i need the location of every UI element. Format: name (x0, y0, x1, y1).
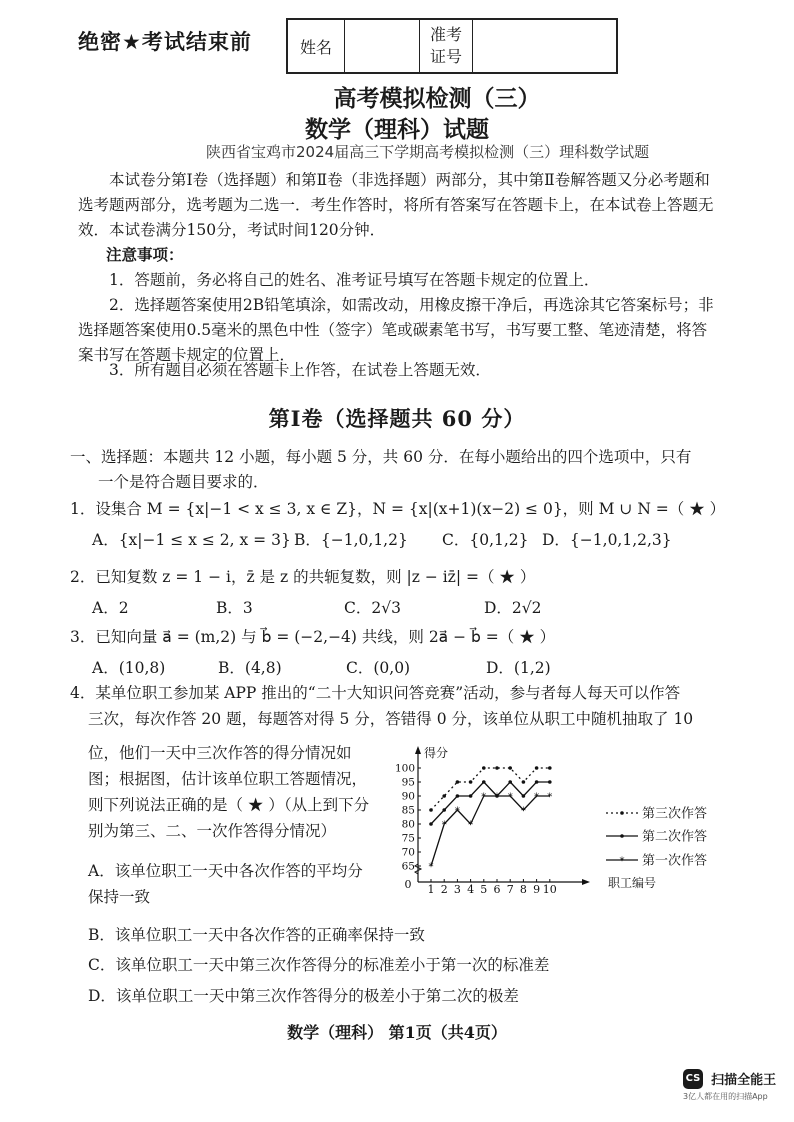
option-c[interactable]: C．该单位职工一天中第三次作答得分的标准差小于第一次的标准差 (88, 956, 550, 974)
data-point: * (547, 792, 553, 803)
section-intro-line1: 一、选择题：本题共 12 小题，每小题 5 分，共 60 分．在每小题给出的四个选项中，只有 (70, 448, 692, 466)
question-stem: 3．已知向量 a⃗ = (m,2) 与 b⃗ = (−2,−4) 共线，则 2a⃗ − b⃗ =（ ★ ） (70, 628, 556, 646)
y-tick-label: 90 (401, 790, 415, 803)
legend-marker: * (619, 856, 625, 867)
exam-id-field[interactable] (473, 20, 616, 72)
data-point (442, 808, 446, 812)
series-line (431, 796, 550, 866)
legend-label: 第三次作答 (642, 806, 708, 822)
data-point (482, 766, 486, 770)
x-tick-label: 5 (480, 883, 488, 896)
option-a[interactable]: A．2 (92, 599, 129, 617)
x-tick-label: 10 (542, 883, 557, 896)
option-c[interactable]: C．(0,0) (346, 659, 411, 677)
data-point (469, 794, 473, 798)
option-b[interactable]: B．{−1,0,1,2} (294, 531, 408, 549)
data-point (495, 766, 499, 770)
y-tick-label: 95 (401, 776, 415, 789)
data-point: * (481, 792, 487, 803)
option-d[interactable]: D．(1,2) (486, 659, 551, 677)
scanner-logo-icon: CS (683, 1069, 703, 1089)
page-footer: 数学（理科） 第1页（共4页） (287, 1023, 507, 1042)
section-intro-line2: 一个是符合题目要求的． (98, 473, 269, 491)
option-c[interactable]: C．{0,1,2} (442, 531, 529, 549)
question-4-stem-cont: 位，他们一天中三次作答的得分情况如图；根据图，估计该单位职工答题情况，则下列说法正确的是（ ★ ）（从上到下分别为第三、二、一次作答得分情况） (88, 744, 370, 840)
legend-label: 第一次作答 (642, 853, 708, 869)
y-tick-label: 85 (401, 804, 415, 817)
data-point: * (507, 792, 513, 803)
option-b[interactable]: B．(4,8) (218, 659, 282, 677)
option-d[interactable]: D．{−1,0,1,2,3} (542, 531, 672, 549)
candidate-info-box (286, 18, 618, 74)
legend-marker (620, 834, 624, 838)
data-point (429, 808, 433, 812)
option-c[interactable]: C．2√3 (344, 599, 401, 617)
data-point (482, 780, 486, 784)
legend-marker (620, 811, 624, 815)
data-point (469, 780, 473, 784)
data-point: * (441, 820, 447, 831)
data-point (522, 794, 526, 798)
section-intro (70, 445, 720, 495)
exam-intro: 本试卷分第Ⅰ卷（选择题）和第Ⅱ卷（非选择题）两部分，其中第Ⅱ卷解答题又分必考题和选考题两部分，选考题为二选一．考生作答时，将所有答案写在答题卡上，在本试卷上答题无效．本试卷满分150分，考试时间120分钟． (78, 171, 714, 239)
y-axis-label: 得分 (423, 746, 449, 760)
y-axis-arrow (415, 746, 421, 754)
exam-id-label-line1: 准考 (429, 25, 462, 44)
option-d[interactable]: D．2√2 (484, 599, 542, 617)
data-point: * (454, 806, 460, 817)
data-point (456, 794, 460, 798)
section-heading: 第Ⅰ卷（选择题共 60 分） (268, 406, 526, 431)
exam-subject: 数学（理科）试题 (305, 117, 489, 143)
question-1 (70, 497, 730, 553)
notice-heading: 注意事项： (106, 245, 184, 264)
series-line (431, 782, 553, 824)
data-point: * (428, 862, 434, 873)
x-tick-label: 9 (533, 883, 541, 896)
x-axis-label: 职工编号 (607, 876, 657, 890)
question-4-stem (70, 680, 730, 732)
data-point (548, 780, 552, 784)
x-tick-label: 4 (467, 883, 475, 896)
option-b[interactable]: B．该单位职工一天中各次作答的正确率保持一致 (88, 926, 425, 944)
data-point (535, 766, 539, 770)
x-axis-arrow (582, 879, 590, 885)
data-point: * (468, 820, 474, 831)
exam-id-label-line2: 证号 (429, 47, 462, 66)
y-tick-label: 70 (401, 846, 415, 859)
y-tick-label: 80 (401, 818, 415, 831)
y-tick-label: 65 (401, 860, 415, 873)
question-stem: 1．设集合 M = {x|−1 < x ≤ 3, x ∈ Z}，N = {x|(x+1)(x−2) ≤ 0}，则 M ∪ N =（ ★ ） (70, 500, 726, 518)
question-options (70, 528, 730, 553)
question-2 (70, 565, 730, 621)
data-point (456, 780, 460, 784)
data-point (442, 794, 446, 798)
exam-id-label (420, 20, 473, 72)
question-options (70, 656, 730, 681)
question-stem-line2: 三次，每次作答 20 题，每题答对得 5 分，答错得 0 分，该单位从职工中随机抽取了 10 (88, 710, 694, 728)
exam-title: 高考模拟检测（三） (333, 86, 541, 112)
option-d[interactable]: D．该单位职工一天中第三次作答得分的极差小于第二次的极差 (88, 987, 519, 1005)
legend-label: 第二次作答 (642, 829, 708, 845)
data-point (508, 780, 512, 784)
x-tick-label: 7 (506, 883, 514, 896)
option-b[interactable]: B．3 (216, 599, 253, 617)
notice-item: 2．选择题答案使用2B铅笔填涂，如需改动，用橡皮擦干净后，再选涂其它答案标号；非选择题答案使用0.5毫米的黑色中性（签字）笔或碳素笔书写，书写要工整、笔迹清楚，将答案书写在答题卡规定的位置上． (78, 296, 714, 364)
x-tick-label: 3 (453, 883, 461, 896)
data-point (548, 766, 552, 770)
data-point (508, 766, 512, 770)
name-label: 姓名 (288, 20, 345, 72)
data-point (522, 780, 526, 784)
name-field[interactable] (345, 20, 420, 72)
scanner-watermark (683, 1068, 776, 1102)
question-3 (70, 625, 730, 681)
data-point (429, 822, 433, 826)
data-point: * (534, 792, 540, 803)
x-tick-label: 8 (519, 883, 527, 896)
notice-item: 1．答题前，务必将自己的姓名、准考证号填写在答题卡规定的位置上． (109, 271, 600, 289)
x-tick-label: 6 (493, 883, 501, 896)
score-line-chart (370, 742, 720, 897)
data-point (535, 780, 539, 784)
y-tick-label: 75 (401, 832, 415, 845)
notice-item: 3．所有题目必须在答题卡上作答，在试卷上答题无效． (109, 361, 491, 379)
x-tick-label: 1 (427, 883, 435, 896)
scanner-name: 扫描全能王 (711, 1073, 777, 1088)
question-stem-line1: 4．某单位职工参加某 APP 推出的“二十大知识问答竞赛”活动，参与者每人每天可以作答 (70, 684, 681, 702)
option-a[interactable]: A．(10,8) (92, 659, 166, 677)
origin-label: 0 (404, 878, 412, 891)
y-tick-label: 100 (394, 762, 415, 775)
data-point: * (520, 806, 526, 817)
data-point: * (494, 792, 500, 803)
confidential-label: 绝密★考试结束前 (78, 30, 252, 54)
question-stem: 2．已知复数 z = 1 − i，z̄ 是 z 的共轭复数，则 |z − iz̄| =（ ★ ） (70, 568, 536, 586)
option-a[interactable]: A．{x|−1 ≤ x ≤ 2, x = 3} (92, 531, 291, 549)
option-a[interactable]: A．该单位职工一天中各次作答的平均分保持一致 (88, 862, 363, 906)
scanner-tagline: 3亿人都在用的扫描App (683, 1091, 768, 1101)
x-tick-label: 2 (440, 883, 448, 896)
exam-source: 陕西省宝鸡市2024届高三下学期高考模拟检测（三）理科数学试题 (206, 143, 650, 161)
question-options (70, 596, 730, 621)
